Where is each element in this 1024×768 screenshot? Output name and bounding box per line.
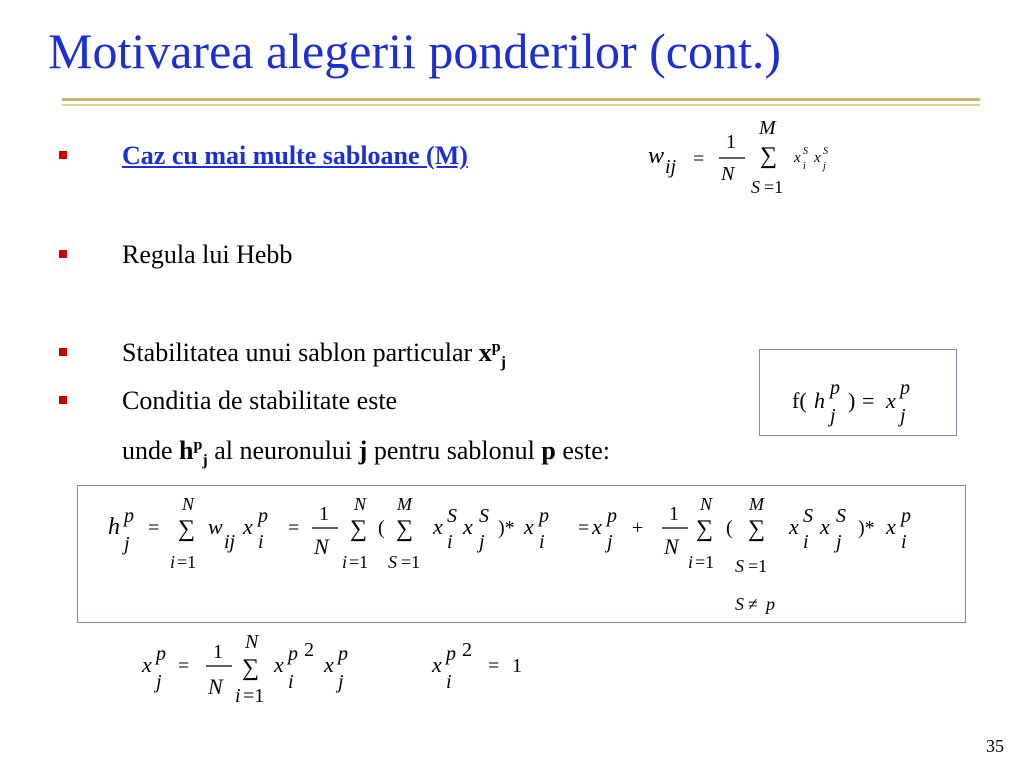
svg-text:=: = <box>288 517 300 539</box>
svg-text:i: i <box>446 671 452 693</box>
svg-text:∑: ∑ <box>696 516 714 542</box>
svg-text:=: = <box>488 655 500 677</box>
svg-text:h: h <box>108 514 120 540</box>
svg-text:i: i <box>688 552 694 572</box>
svg-text:=1: =1 <box>695 552 715 572</box>
svg-text:)*: )* <box>498 517 515 539</box>
svg-text:N: N <box>721 163 735 185</box>
svg-text:=1: =1 <box>748 556 768 576</box>
stability-formula <box>760 350 956 435</box>
svg-text:i: i <box>447 531 453 553</box>
page-number: 35 <box>986 736 1004 756</box>
pattern-symbol: $x^p_j$ <box>478 338 506 372</box>
svg-text:S: S <box>447 505 457 527</box>
svg-text:N: N <box>245 631 259 653</box>
svg-text:x: x <box>886 388 896 413</box>
svg-text:x: x <box>274 652 284 677</box>
svg-text:∑: ∑ <box>178 516 196 542</box>
bullet-marker <box>59 250 67 258</box>
svg-text:1: 1 <box>319 503 329 525</box>
svg-text:i: i <box>539 531 545 553</box>
slide-title: Motivarea alegerii ponderilor (cont.) <box>48 23 782 79</box>
svg-text:∑: ∑ <box>242 655 260 681</box>
local-field-formula <box>78 486 965 622</box>
svg-text:x: x <box>524 514 534 539</box>
svg-text:=: = <box>578 517 590 539</box>
svg-text:S: S <box>836 505 846 527</box>
svg-text:i: i <box>170 552 176 572</box>
svg-text:j: j <box>607 531 613 553</box>
svg-text:): ) <box>848 388 856 413</box>
svg-text:p: p <box>539 505 549 527</box>
svg-text:i: i <box>235 685 241 707</box>
svg-text:∑: ∑ <box>350 516 368 542</box>
svg-text:x: x <box>432 652 442 677</box>
svg-text:p: p <box>830 377 840 399</box>
svg-text:=: = <box>148 517 160 539</box>
svg-text:p: p <box>288 643 298 665</box>
svg-text:S: S <box>823 146 828 157</box>
svg-text:N: N <box>354 494 367 514</box>
svg-text:N: N <box>182 494 195 514</box>
svg-text:w: w <box>648 143 665 169</box>
title-divider-secondary <box>62 104 980 106</box>
bullet-marker <box>59 151 67 159</box>
svg-text:j: j <box>338 671 344 693</box>
svg-text:1: 1 <box>213 641 223 663</box>
local-field-formula-box <box>77 485 966 623</box>
svg-text:=: = <box>693 148 705 170</box>
svg-text:x: x <box>820 514 830 539</box>
svg-text:=1: =1 <box>177 552 197 572</box>
svg-text:x: x <box>814 150 821 166</box>
svg-text:∑: ∑ <box>760 143 778 169</box>
svg-text:1: 1 <box>669 503 679 525</box>
svg-text:S: S <box>803 505 813 527</box>
svg-text:ij: ij <box>665 156 677 178</box>
svg-text:p: p <box>446 643 456 665</box>
bullet-marker <box>59 396 67 404</box>
title-divider <box>62 98 980 101</box>
svg-text:x: x <box>324 652 334 677</box>
svg-text:M: M <box>397 494 412 514</box>
svg-text:1: 1 <box>726 131 736 153</box>
svg-text:1: 1 <box>512 655 522 677</box>
svg-text:w: w <box>208 514 223 539</box>
bullet-hebb-rule: Regula lui Hebb <box>122 240 293 269</box>
svg-text:S: S <box>479 505 489 527</box>
svg-text:p: p <box>338 643 348 665</box>
svg-text:=1: =1 <box>401 552 421 572</box>
bullet-pattern-stability <box>122 338 506 372</box>
local-field-definition: unde $h^p_j$ al neuronului j pentru sablonul p este: <box>122 436 610 470</box>
svg-text:=1: =1 <box>349 552 369 572</box>
expansion-formula <box>138 628 388 708</box>
svg-text:x: x <box>886 514 896 539</box>
svg-text:M: M <box>749 494 764 514</box>
bullet-stability-condition: Conditia de stabilitate este <box>122 386 398 415</box>
svg-text:j: j <box>156 671 162 693</box>
weight-formula <box>648 118 848 198</box>
svg-text:N: N <box>700 494 713 514</box>
svg-text:x: x <box>142 652 152 677</box>
bullet-text: Stabilitatea unui sablon particular <box>122 338 473 367</box>
bullet-multiple-patterns-link[interactable]: Caz cu mai multe sabloane (M) <box>122 141 468 170</box>
svg-text:ij: ij <box>224 531 236 553</box>
svg-text:j: j <box>836 531 842 553</box>
svg-text:x: x <box>794 150 801 166</box>
svg-text:p: p <box>766 594 775 614</box>
svg-text:x: x <box>592 514 602 539</box>
svg-text:x: x <box>243 514 253 539</box>
svg-text:)*: )* <box>858 517 875 539</box>
svg-text:j: j <box>900 405 906 427</box>
svg-text:i: i <box>342 552 348 572</box>
svg-text:h: h <box>814 388 825 413</box>
bullet-marker <box>59 348 67 356</box>
svg-text:p: p <box>156 643 166 665</box>
svg-text:j: j <box>479 531 485 553</box>
svg-text:p: p <box>607 505 617 527</box>
svg-text:+: + <box>632 517 644 539</box>
svg-text:j: j <box>830 405 836 427</box>
svg-text:S: S <box>735 594 744 614</box>
svg-text:(: ( <box>726 517 733 539</box>
svg-text:=: = <box>178 655 190 677</box>
svg-text:N: N <box>208 674 223 699</box>
svg-text:=1: =1 <box>243 685 265 707</box>
svg-text:=1: =1 <box>764 177 784 197</box>
svg-text:i: i <box>901 531 907 553</box>
svg-text:x: x <box>463 514 473 539</box>
svg-text:j: j <box>124 533 130 555</box>
svg-text:≠: ≠ <box>748 594 758 614</box>
stability-condition-box <box>759 349 957 436</box>
svg-text:i: i <box>803 531 809 553</box>
svg-text:p: p <box>258 505 268 527</box>
svg-text:N: N <box>664 534 679 559</box>
svg-text:p: p <box>900 377 910 399</box>
svg-text:f(: f( <box>792 388 807 413</box>
svg-text:(: ( <box>378 517 385 539</box>
svg-text:=: = <box>862 388 875 413</box>
normalization-formula <box>428 628 538 708</box>
svg-text:p: p <box>124 505 134 527</box>
svg-text:2: 2 <box>304 639 314 661</box>
svg-text:p: p <box>901 505 911 527</box>
svg-text:S: S <box>803 146 808 157</box>
svg-text:∑: ∑ <box>396 516 414 542</box>
svg-text:i: i <box>258 531 264 553</box>
svg-text:2: 2 <box>462 639 472 661</box>
svg-text:i: i <box>288 671 294 693</box>
svg-text:x: x <box>433 514 443 539</box>
svg-text:S: S <box>751 177 760 197</box>
svg-text:i: i <box>803 161 806 172</box>
svg-text:M: M <box>759 118 776 139</box>
svg-text:j: j <box>823 161 826 172</box>
svg-text:N: N <box>314 534 329 559</box>
svg-text:S: S <box>388 552 397 572</box>
svg-text:∑: ∑ <box>748 516 766 542</box>
svg-text:S: S <box>735 556 744 576</box>
svg-text:x: x <box>789 514 799 539</box>
